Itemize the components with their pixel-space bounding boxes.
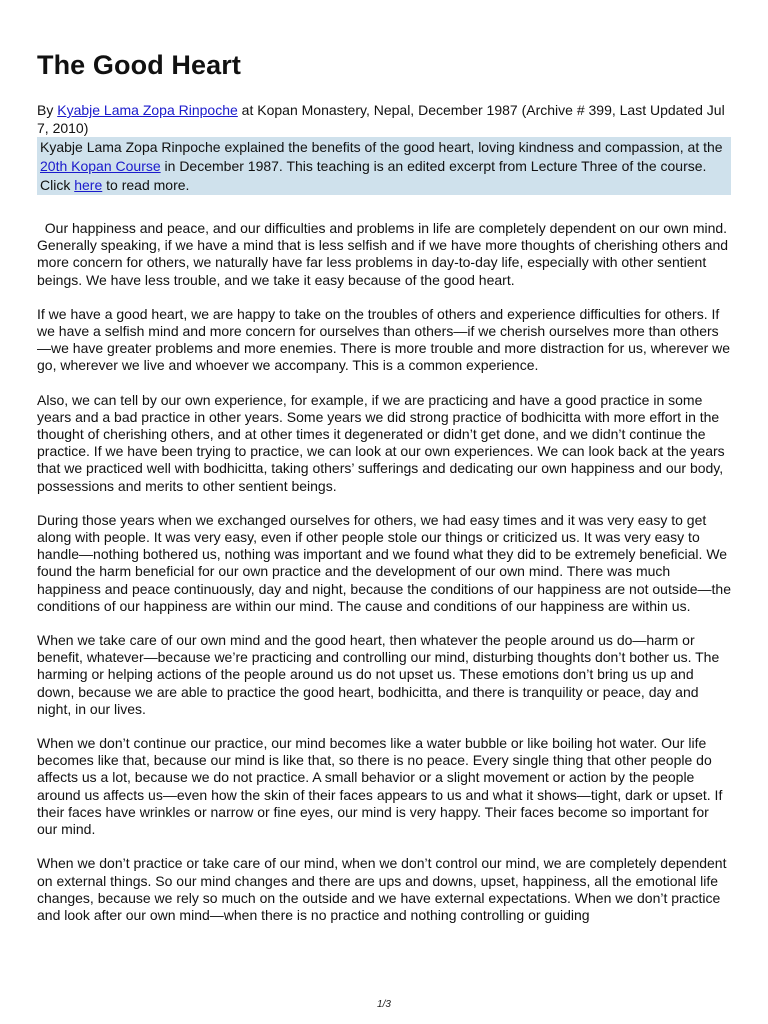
author-link[interactable]: Kyabje Lama Zopa Rinpoche	[57, 102, 238, 118]
paragraph: When we take care of our own mind and the good heart, then whatever the people around us do—harm or benefit, whatever—because we’re practicing and controlling our mind, disturbing thoughts don’t bother us. The harming or helping actions of the people around us do not upset us. These emotions don’t bring us up and down, because we are able to practice the good heart, bodhicitta, and there is tranquility or peace, day and night, in our lives.	[37, 632, 720, 717]
course-link[interactable]: 20th Kopan Course	[40, 158, 161, 174]
summary-text-2: in December 1987. This teaching is an edited excerpt from Lecture Three of the course. Click	[40, 158, 707, 193]
summary-box	[37, 137, 731, 195]
paragraph: Our happiness and peace, and our difficulties and problems in life are completely dependent on our own mind. Generally speaking, if we have a mind that is less selfish and if we have more thoughts of cherishing others and more concern for others, we naturally have far less problems in day-to-day life, especially with other sentient beings. We have less trouble, and we take it easy because of the good heart.	[37, 220, 729, 288]
article-body	[37, 220, 731, 941]
paragraph: During those years when we exchanged ourselves for others, we had easy times and it was very easy to get along with people. It was very easy, even if other people stole our things or criticized us. It was very easy to handle—nothing bothered us, nothing was important and we found what they did to be extremely beneficial. We found the harm beneficial for our own practice and the development of our own mind. There was much happiness and peace continuously, day and night, because the conditions of our happiness are not outside—the conditions of our happiness are within our mind. The cause and conditions of our happiness are within us.	[37, 511, 732, 614]
paragraph: If we have a good heart, we are happy to take on the troubles of others and experience difficulties for others. If we have a selfish mind and more concern for ourselves than others—if we cherish ourselves more than others—we have greater problems and more enemies. There is more trouble and more distraction for us, wherever we go, wherever we live and whoever we accompany. This is a common experience.	[37, 305, 731, 374]
paragraph: Also, we can tell by our own experience, for example, if we are practicing and have a good practice in some years and a bad practice in other years. Some years we did strong practice of bodhicitta with more effort in the thought of cherishing others, and at other times it degenerated or didn’t get done, and we didn’t continue the practice. If we have been trying to practice, we can look at our own experiences. We can look back at the years that we practiced well with bodhicitta, taking others’ sufferings and dedicating our own happiness and our body, possessions and merits to other sentient beings.	[37, 391, 725, 494]
paragraph: When we don’t practice or take care of our mind, when we don’t control our mind, we are completely dependent on external things. So our mind changes and there are ups and downs, upset, happiness, all the emotional life changes, because we rely so much on the outside and we have external expectations. When we don’t practice and look after our own mind—when there is no practice and nothing controlling or guiding	[37, 855, 727, 923]
page-title: The Good Heart	[37, 50, 241, 80]
byline-prefix: By	[37, 102, 58, 118]
read-more-link[interactable]: here	[74, 177, 103, 193]
byline-suffix: at Kopan Monastery, Nepal, December 1987 (Archive # 399, Last Updated Jul 7, 2010)	[37, 102, 725, 136]
paragraph: When we don’t continue our practice, our mind becomes like a water bubble or like boiling hot water. Our life becomes like that, because our mind is like that, so there is no peace. Every single thing that other people do affects us a lot, because we do not practice. A small behavior or a slight movement or action by the people around us affects us—even how the skin of their faces appears to us and what it shows—tight, dark or upset. If their faces have wrinkles or narrow or fine eyes, our mind is very happy. Their faces become so important for our mind.	[37, 735, 723, 838]
byline	[37, 101, 731, 137]
page-number: 1/3	[377, 999, 391, 1010]
summary-text-3: to read more.	[102, 177, 190, 193]
summary-text-1: Kyabje Lama Zopa Rinpoche explained the benefits of the good heart, loving kindness and compassion, at the	[40, 139, 723, 155]
